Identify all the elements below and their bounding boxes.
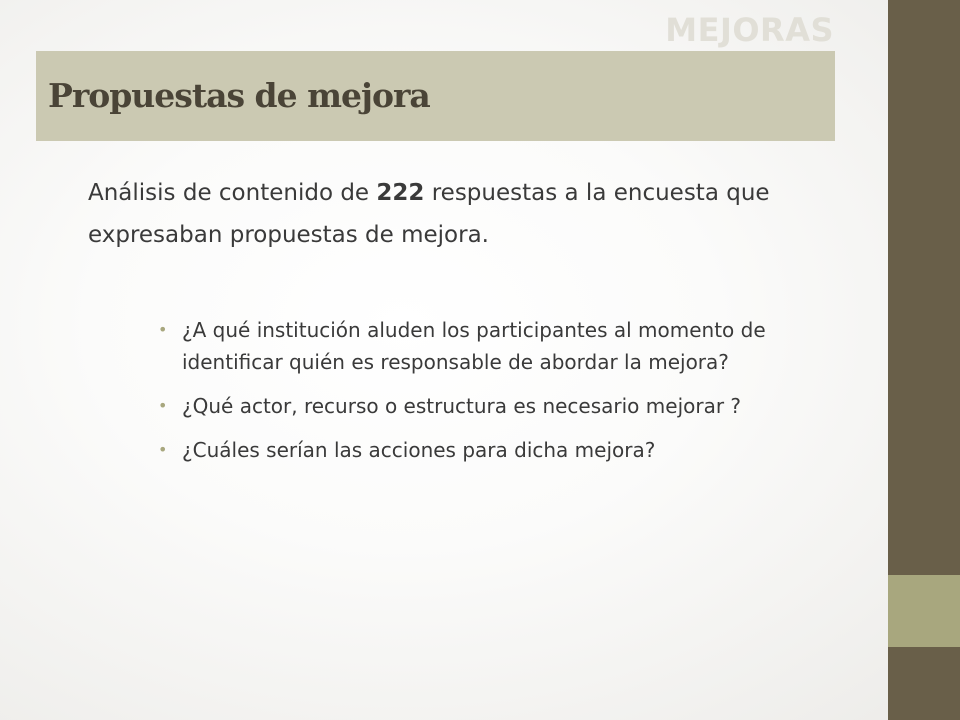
- list-item-text: ¿Qué actor, recurso o estructura es necesario mejorar ?: [182, 394, 742, 418]
- list-item: [158, 390, 808, 422]
- list-item-text: ¿Cuáles serían las acciones para dicha mejora?: [182, 438, 656, 462]
- slide-title: Propuestas de mejora: [48, 76, 430, 115]
- intro-text-before: Análisis de contenido de: [88, 180, 377, 206]
- intro-count: 222: [376, 180, 425, 206]
- list-item: [158, 434, 808, 466]
- bullet-dot-icon: •: [158, 440, 168, 459]
- question-list: [158, 314, 808, 478]
- list-item: [158, 314, 808, 378]
- bullet-dot-icon: •: [158, 320, 168, 339]
- side-bar-dark-top: [888, 0, 960, 575]
- section-tag: MEJORAS: [665, 11, 834, 49]
- title-band: [36, 51, 835, 141]
- bullet-dot-icon: •: [158, 396, 168, 415]
- side-bar-dark-bottom: [888, 647, 960, 720]
- side-bar-accent: [888, 575, 960, 647]
- intro-text-after: respuestas a la encuesta que expresaban propuestas de mejora.: [88, 180, 770, 248]
- intro-paragraph: [88, 172, 828, 256]
- list-item-text: ¿A qué institución aluden los participantes al momento de identificar quién es responsable de abordar la mejora?: [182, 318, 766, 374]
